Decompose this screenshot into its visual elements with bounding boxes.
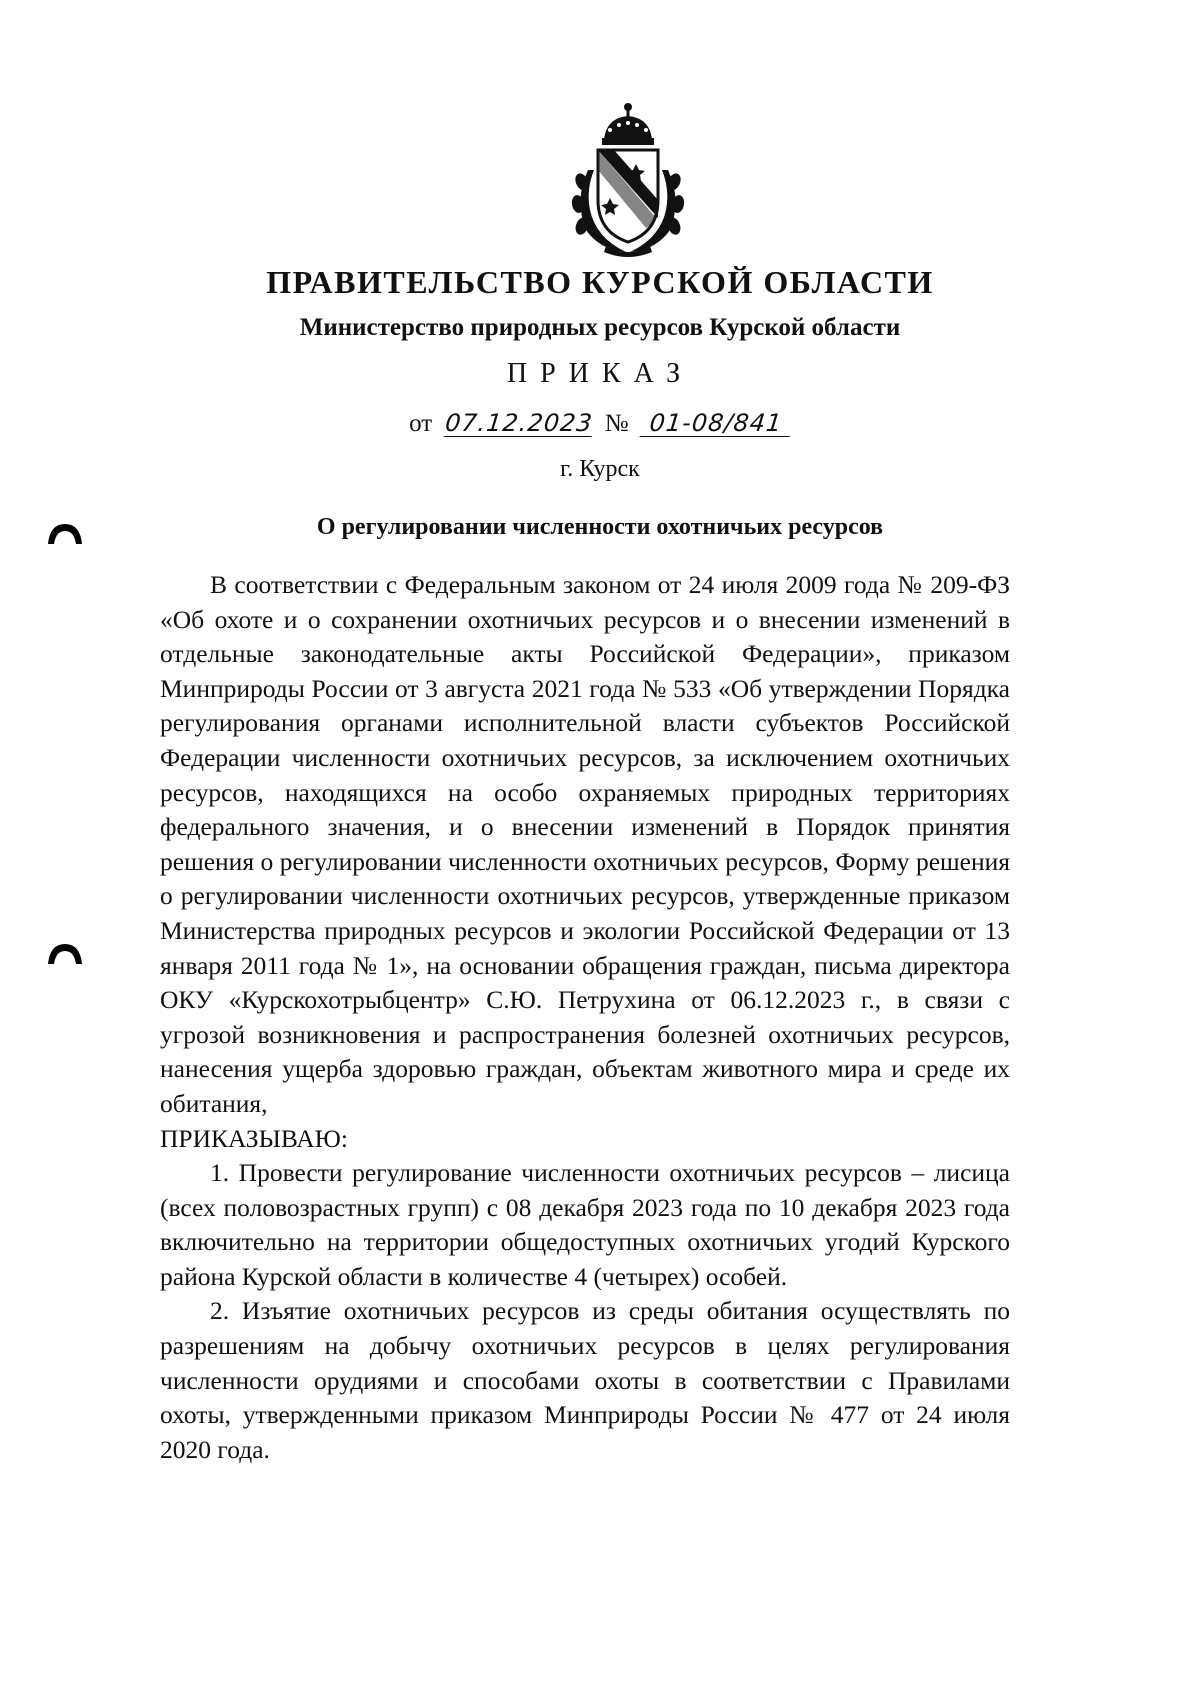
order-word: ПРИКАЗЫВАЮ:: [160, 1123, 348, 1153]
handwritten-date: 07.12.2023: [443, 409, 594, 437]
city: г. Курск: [560, 456, 640, 482]
handwritten-number: 01-08/841: [639, 410, 792, 437]
document-subject: О регулировании численности охотничьих ресурсов: [316, 514, 884, 540]
date-number-line: [370, 410, 830, 438]
coat-of-arms-emblem: [566, 100, 690, 260]
date-prefix: от: [409, 410, 433, 437]
government-title: ПРАВИТЕЛЬСТВО КУРСКОЙ ОБЛАСТИ: [266, 264, 934, 300]
order-item-2: 2. Изъятие охотничьих ресурсов из среды обитания осуществлять по разрешениям на добычу охотничьих ресурсов в целях регулирования численности орудиями и способами охоты в соответствии с Правилами охоты, утвержденными приказом Минприроды России № 477 от 24 июля 2020 года.: [160, 1296, 1010, 1464]
ministry-title: Министерство природных ресурсов Курской области: [299, 314, 901, 341]
order-item-1: 1. Провести регулирование численности охотничьих ресурсов – лисица (всех половозрастных групп) с 08 декабря 2023 года по 10 декабря 2023 года включительно на территории общедоступных охотничьих угодий Курского района Курской области в количестве 4 (четырех) особей.: [160, 1158, 1010, 1291]
number-prefix: №: [604, 410, 629, 437]
document-type: ПРИКАЗ: [506, 358, 694, 389]
preamble-paragraph: В соответствии с Федеральным законом от 24 июля 2009 года № 209-ФЗ «Об охоте и о сохранении охотничьих ресурсов и о внесении изменений в отдельные законодательные акты Российской Федерации», приказом Минприроды России от 3 августа 2021 года № 533 «Об утверждении Порядка регулирования органами исполнительной власти субъектов Российской Федерации численности охотничьих ресурсов, за исключением охотничьих ресурсов, находящихся на особо охраняемых природных территориях федерального значения, и о внесении изменений в Порядок принятия решения о регулировании численности охотничьих ресурсов, Форму решения о регулировании численности охотничьих ресурсов, утвержденные приказом Министерства природных ресурсов и экологии Российской Федерации от 13 января 2011 года № 1», на основании обращения граждан, письма директора ОКУ «Курскохотрыбцентр» С.Ю. Петрухина от 06.12.2023 г., в связи с угрозой возникновения и распространения болезней охотничьих ресурсов, нанесения ущерба здоровью граждан, объектам животного мира и среде их обитания,: [160, 570, 1010, 1118]
hole-punch-mark: [46, 940, 84, 966]
document-body: [160, 568, 1010, 1467]
